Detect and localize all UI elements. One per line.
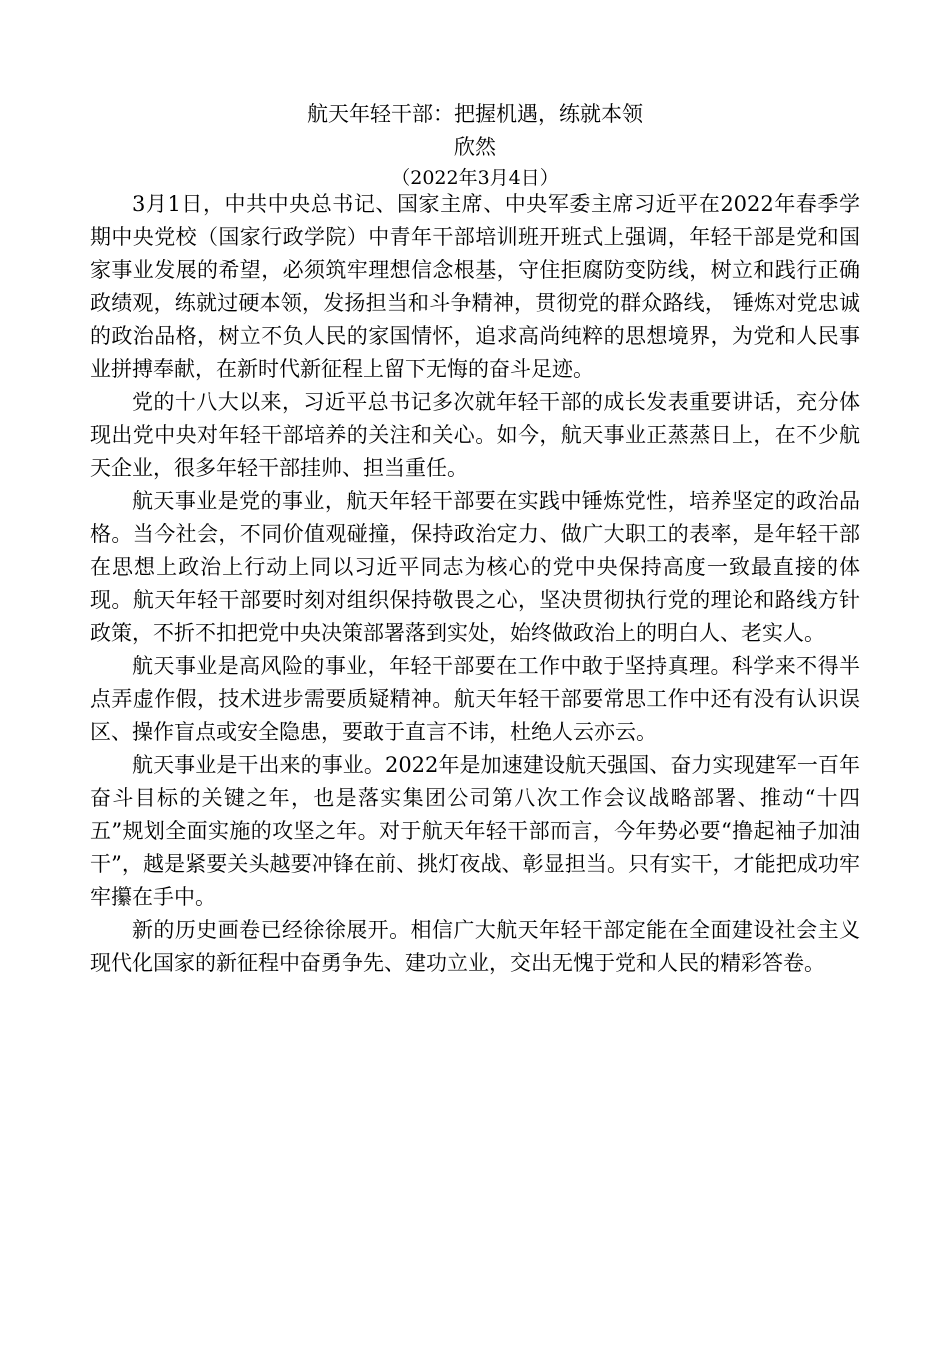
article-date: （2022年3月4日） bbox=[391, 167, 559, 189]
article-author: 欣然 bbox=[454, 135, 496, 159]
article-body bbox=[90, 188, 860, 980]
paragraph-1: 3月1日，中共中央总书记、国家主席、中央军委主席习近平在2022年春季学期中央党校（国家行政学院）中青年干部培训班开班式上强调，年轻干部是党和国家事业发展的希望，必须筑牢理想信念根基，守住拒腐防变防线，树立和践行正确政绩观，练就过硬本领，发扬担当和斗争精神，贯彻党的群众路线， 锤炼对党忠诚的政治品格，树立不负人民的家国情怀，追求高尚纯粹的思想境界，为党和人民事业拼搏奉献，在新时代新征程上留下无悔的奋斗足迹。 bbox=[90, 192, 860, 381]
article-title: 航天年轻干部：把握机遇，练就本领 bbox=[307, 102, 643, 126]
paragraph-3: 航天事业是党的事业，航天年轻干部要在实践中锤炼党性，培养坚定的政治品格。当今社会，不同价值观碰撞，保持政治定力、做广大职工的表率，是年轻干部在思想上政治上行动上同以习近平同志为核心的党中央保持高度一致最直接的体现。航天年轻干部要时刻对组织保持敬畏之心，坚决贯彻执行党的理论和路线方针政策，不折不扣把党中央决策部署落到实处，始终做政治上的明白人、老实人。 bbox=[90, 489, 860, 645]
paragraph-4: 航天事业是高风险的事业，年轻干部要在工作中敢于坚持真理。科学来不得半点弄虚作假，技术进步需要质疑精神。航天年轻干部要常思工作中还有没有认识误区、操作盲点或安全隐患，要敢于直言不讳，杜绝人云亦云。 bbox=[90, 654, 860, 744]
paragraph-2: 党的十八大以来，习近平总书记多次就年轻干部的成长发表重要讲话，充分体现出党中央对年轻干部培养的关注和关心。如今，航天事业正蒸蒸日上，在不少航天企业，很多年轻干部挂帅、担当重任。 bbox=[90, 390, 860, 480]
paragraph-5: 航天事业是干出来的事业。2022年是加速建设航天强国、奋力实现建军一百年奋斗目标的关键之年，也是落实集团公司第八次工作会议战略部署、推动“十四五”规划全面实施的攻坚之年。对于航天年轻干部而言，今年势必要“撸起袖子加油干”，越是紧要关头越要冲锋在前、挑灯夜战、彰显担当。只有实干，才能把成功牢牢攥在手中。 bbox=[90, 753, 860, 909]
paragraph-6: 新的历史画卷已经徐徐展开。相信广大航天年轻干部定能在全面建设社会主义现代化国家的新征程中奋勇争先、建功立业，交出无愧于党和人民的精彩答卷。 bbox=[90, 918, 860, 975]
